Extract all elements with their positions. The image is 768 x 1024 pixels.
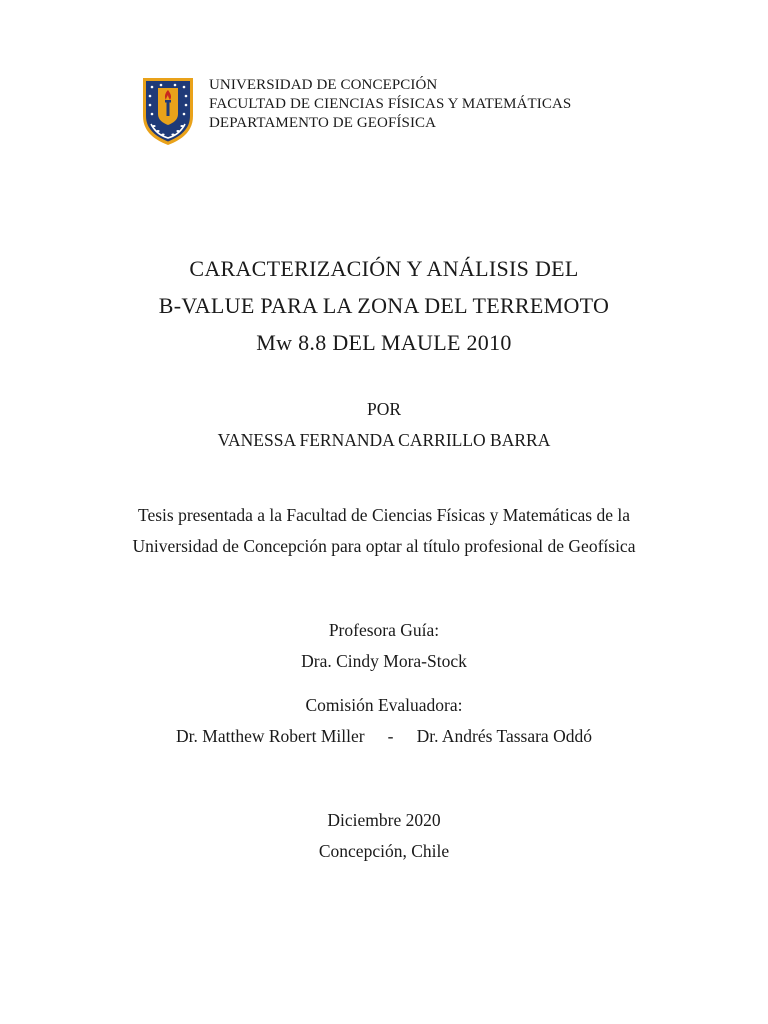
commission-separator: - <box>387 726 394 746</box>
commission-member-2: Dr. Andrés Tassara Oddó <box>416 726 592 746</box>
university-name: UNIVERSIDAD DE CONCEPCIÓN <box>209 77 438 93</box>
advisor-label: Profesora Guía: <box>328 620 440 640</box>
by-label: POR <box>366 399 402 419</box>
thesis-statement-line-2: Universidad de Concepción para optar al título profesional de Geofísica <box>132 536 636 556</box>
author-name: VANESSA FERNANDA CARRILLO BARRA <box>217 430 551 450</box>
title-line-2: B-VALUE PARA LA ZONA DEL TERREMOTO <box>158 293 610 318</box>
institution-header <box>141 76 571 146</box>
thesis-date: Diciembre 2020 <box>327 810 441 830</box>
commission-member-1: Dr. Matthew Robert Miller <box>176 726 365 746</box>
thesis-statement-line-1: Tesis presentada a la Facultad de Ciencias Físicas y Matemáticas de la <box>137 505 630 525</box>
commission-label: Comisión Evaluadora: <box>305 695 463 715</box>
institution-lines <box>209 76 571 133</box>
title-line-3: Mw 8.8 DEL MAULE 2010 <box>256 330 512 355</box>
author-block <box>0 394 768 456</box>
thesis-place: Concepción, Chile <box>318 841 450 861</box>
thesis-title <box>0 250 768 361</box>
university-crest-icon <box>141 76 195 146</box>
faculty-name: FACULTAD DE CIENCIAS FÍSICAS Y MATEMÁTICAS <box>209 96 572 112</box>
thesis-statement <box>0 500 768 562</box>
advisor-name: Dra. Cindy Mora-Stock <box>301 651 467 671</box>
title-line-1: CARACTERIZACIÓN Y ANÁLISIS DEL <box>189 256 579 281</box>
commission-members <box>176 721 592 752</box>
advisor-block <box>0 615 768 677</box>
department-name: DEPARTAMENTO DE GEOFÍSICA <box>209 115 437 131</box>
date-place-block <box>0 805 768 867</box>
commission-block <box>0 690 768 752</box>
